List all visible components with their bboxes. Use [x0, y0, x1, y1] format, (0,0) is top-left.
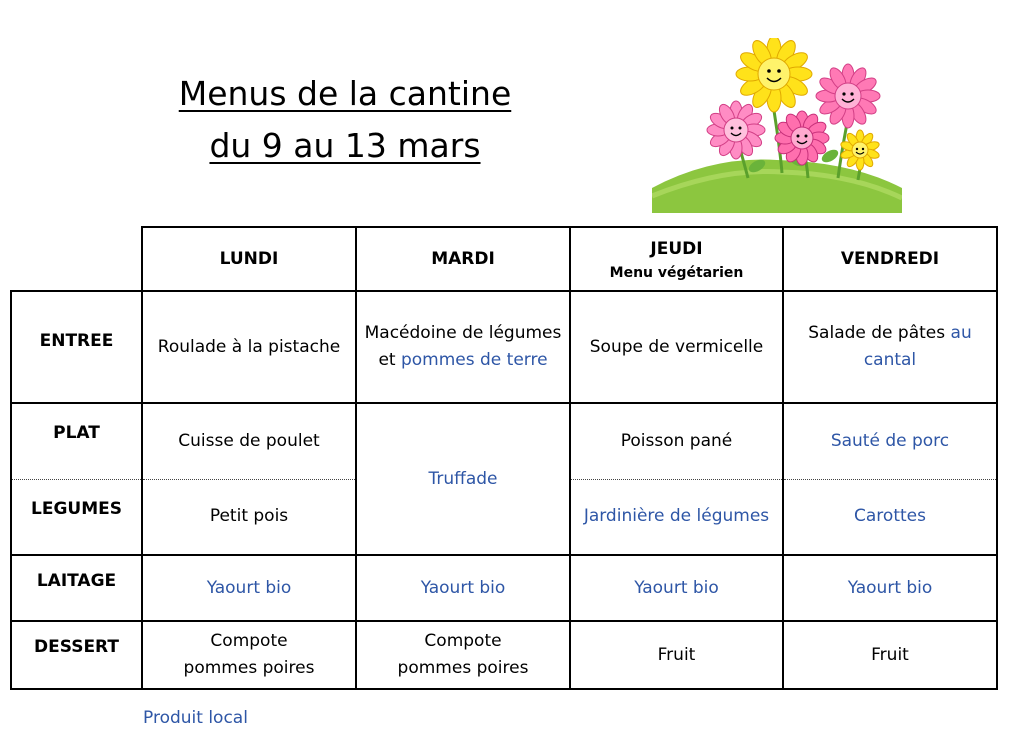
mardi-entree-part1: Macédoine de légumes	[364, 323, 562, 343]
cell-jeudi-legumes: Jardinière de légumes	[570, 479, 783, 555]
cell-vendredi-plat: Sauté de porc	[783, 403, 997, 479]
day-header-lundi: LUNDI	[142, 227, 356, 291]
row-laitage	[11, 555, 997, 621]
day-header-mardi: MARDI	[356, 227, 570, 291]
day-header-vendredi: VENDREDI	[783, 227, 997, 291]
vendredi-entree-part2: au	[950, 323, 972, 343]
cell-vendredi-dessert: Fruit	[783, 621, 997, 689]
row-dessert	[11, 621, 997, 689]
cell-lundi-laitage: Yaourt bio	[142, 555, 356, 621]
cell-mardi-laitage: Yaourt bio	[356, 555, 570, 621]
cell-jeudi-laitage: Yaourt bio	[570, 555, 783, 621]
row-label-plat: PLAT	[11, 403, 142, 479]
lundi-dessert-line1: Compote	[210, 631, 288, 651]
cell-lundi-entree: Roulade à la pistache	[142, 291, 356, 403]
cell-vendredi-laitage: Yaourt bio	[783, 555, 997, 621]
mardi-entree-part2: et	[378, 350, 396, 370]
cell-jeudi-plat: Poisson pané	[570, 403, 783, 479]
legend-produit-local: Produit local	[143, 708, 248, 728]
cell-mardi-plat-legumes: Truffade	[356, 403, 570, 555]
title-line-1: Menus de la cantine	[178, 74, 512, 113]
cell-lundi-dessert	[142, 621, 356, 689]
vendredi-entree-part1: Salade de pâtes	[808, 323, 946, 343]
title-line-2: du 9 au 13 mars	[209, 126, 481, 165]
corner-cell	[11, 227, 142, 291]
mardi-entree-part3: pommes de terre	[400, 350, 548, 370]
day-header-jeudi	[570, 227, 783, 291]
cell-mardi-dessert	[356, 621, 570, 689]
menu-table	[10, 226, 998, 690]
row-label-legumes: LEGUMES	[11, 479, 142, 555]
vendredi-entree-part3: cantal	[863, 350, 917, 370]
row-label-dessert: DESSERT	[11, 621, 142, 689]
day-subtitle-jeudi: Menu végétarien	[609, 264, 744, 281]
page-title	[120, 68, 570, 172]
lundi-dessert-line2: pommes poires	[183, 658, 315, 678]
cell-jeudi-dessert: Fruit	[570, 621, 783, 689]
row-plat	[11, 403, 997, 479]
header-row	[11, 227, 997, 291]
row-entree	[11, 291, 997, 403]
flowers-illustration	[652, 38, 902, 213]
cell-jeudi-entree: Soupe de vermicelle	[570, 291, 783, 403]
row-label-entree: ENTREE	[11, 291, 142, 403]
cell-mardi-entree	[356, 291, 570, 403]
day-name-jeudi: JEUDI	[650, 238, 703, 259]
row-label-laitage: LAITAGE	[11, 555, 142, 621]
mardi-dessert-line2: pommes poires	[397, 658, 529, 678]
mardi-dessert-line1: Compote	[424, 631, 502, 651]
cell-lundi-plat: Cuisse de poulet	[142, 403, 356, 479]
cell-lundi-legumes: Petit pois	[142, 479, 356, 555]
cell-vendredi-entree	[783, 291, 997, 403]
cell-vendredi-legumes: Carottes	[783, 479, 997, 555]
